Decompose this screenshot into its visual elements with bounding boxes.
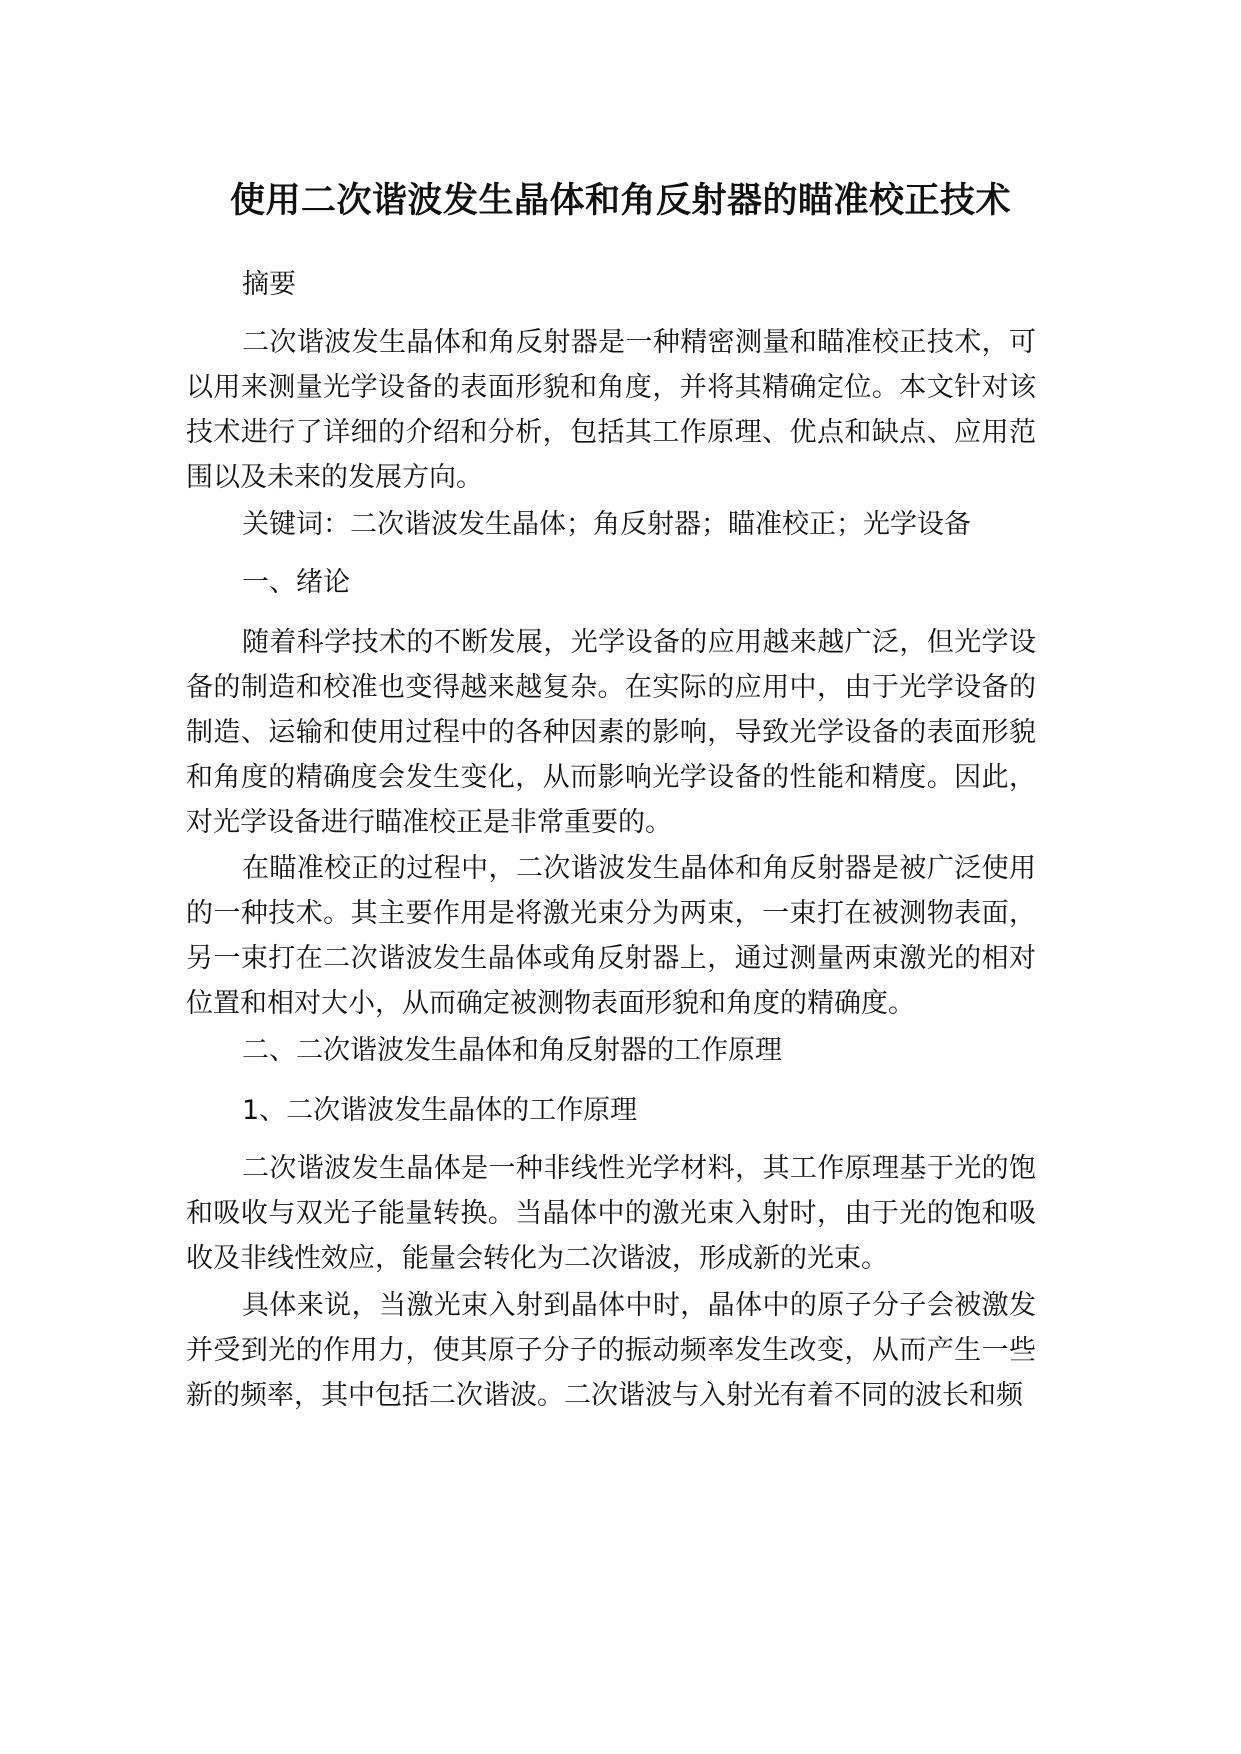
- document-title: 使用二次谐波发生晶体和角反射器的瞄准校正技术: [229, 181, 1011, 221]
- keywords-line: 关键词：二次谐波发生晶体；角反射器；瞄准校正；光学设备: [242, 509, 971, 540]
- abstract-heading: 摘要: [242, 269, 296, 300]
- section-heading-introduction: 一、绪论: [242, 567, 350, 598]
- shg-crystal-paragraph-2: 具体来说，当激光束入射到晶体中时，晶体中的原子分子会被激发并受到光的作用力，使其原子分子的振动频率发生改变，从而产生一些新的频率，其中包括二次谐波。二次谐波与入射光有着不同的波长和频: [186, 1290, 1036, 1411]
- introduction-paragraph-1: 随着科学技术的不断发展，光学设备的应用越来越广泛，但光学设备的制造和校准也变得越来越复杂。在实际的应用中，由于光学设备的制造、运输和使用过程中的各种因素的影响，导致光学设备的表面形貌和角度的精确度会发生变化，从而影响光学设备的性能和精度。因此，对光学设备进行瞄准校正是非常重要的。: [186, 627, 1036, 838]
- shg-crystal-paragraph-1: 二次谐波发生晶体是一种非线性光学材料，其工作原理基于光的饱和吸收与双光子能量转换。当晶体中的激光束入射时，由于光的饱和吸收及非线性效应，能量会转化为二次谐波，形成新的光束。: [186, 1153, 1036, 1274]
- section-heading-working-principle: 二、二次谐波发生晶体和角反射器的工作原理: [242, 1035, 782, 1066]
- abstract-paragraph: 二次谐波发生晶体和角反射器是一种精密测量和瞄准校正技术，可以用来测量光学设备的表面形貌和角度，并将其精确定位。本文针对该技术进行了详细的介绍和分析，包括其工作原理、优点和缺点、应用范围以及未来的发展方向。: [186, 327, 1036, 493]
- subsection-heading-shg-crystal: 1、二次谐波发生晶体的工作原理: [242, 1095, 638, 1126]
- introduction-paragraph-2: 在瞄准校正的过程中，二次谐波发生晶体和角反射器是被广泛使用的一种技术。其主要作用是将激光束分为两束，一束打在被测物表面，另一束打在二次谐波发生晶体或角反射器上，通过测量两束激光的相对位置和相对大小，从而确定被测物表面形貌和角度的精确度。: [186, 853, 1036, 1019]
